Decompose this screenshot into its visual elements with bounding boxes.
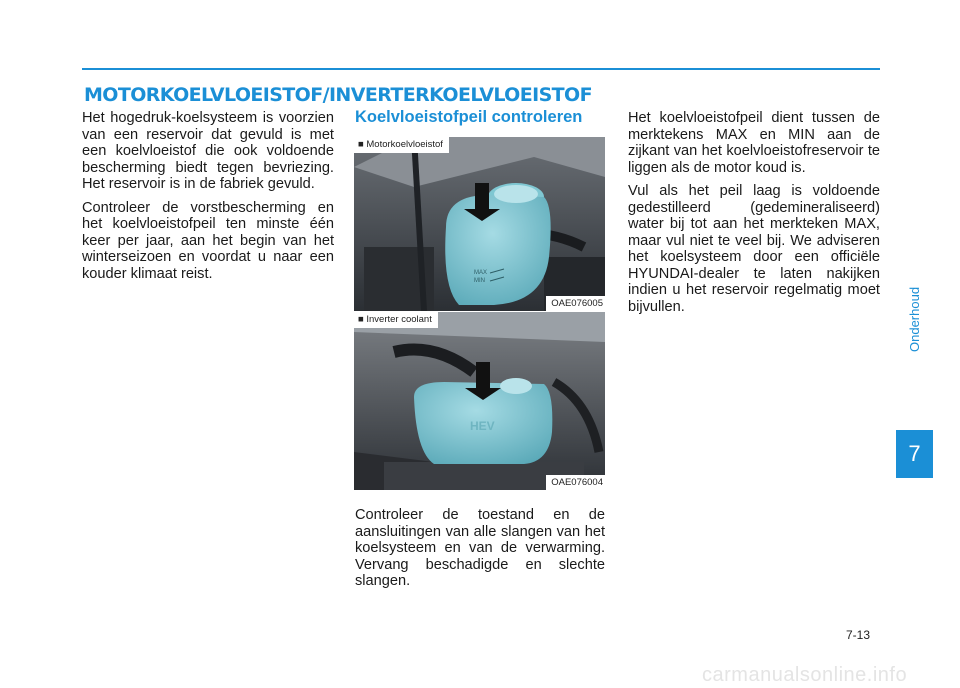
max-mark-label: MAX	[474, 270, 488, 276]
figure-code: OAE076005	[546, 296, 605, 311]
paragraph: Controleer de toestand en de aansluitingen van alle slangen van het koelsysteem en van de verwarming. Vervang beschadigde en slechte slangen.	[355, 507, 605, 589]
section-title: MOTORKOELVLOEISTOF/INVERTERKOELVLOEISTOF	[84, 84, 592, 106]
min-mark-label: MIN	[474, 278, 485, 284]
left-column	[82, 110, 334, 289]
figure-label: ■ Inverter coolant	[354, 312, 438, 328]
right-column	[628, 110, 880, 322]
subsection-title: Koelvloeistofpeil controleren	[355, 108, 583, 126]
paragraph: Het hogedruk-koelsysteem is voorzien van een reservoir dat gevuld is met een koelvloeistof die ook voldoende bescherming biedt tegen bevriezing. Het reservoir is in de fabriek gevuld.	[82, 110, 334, 192]
engine-coolant-photo	[354, 137, 605, 311]
watermark: carmanualsonline.info	[702, 664, 908, 686]
figure-code: OAE076004	[546, 475, 605, 490]
hev-label: HEV	[470, 419, 495, 433]
inverter-coolant-photo	[354, 312, 605, 490]
chapter-tab-label: Onderhoud	[907, 286, 922, 352]
page-number: 7-13	[846, 628, 871, 642]
chapter-number-badge: 7	[896, 430, 933, 478]
header-rule	[82, 68, 880, 70]
middle-column-text	[355, 507, 605, 590]
paragraph: Controleer de vorstbescherming en het koelvloeistofpeil ten minste één keer per jaar, aan het begin van het winterseizoen en voordat u naar een kouder klimaat reist.	[82, 199, 334, 282]
figure-label: ■ Motorkoelvloeistof	[354, 137, 449, 153]
paragraph: Het koelvloeistofpeil dient tussen de merktekens MAX en MIN aan de zijkant van het koelvloeistofreservoir te liggen als de motor koud is.	[628, 110, 880, 176]
paragraph: Vul als het peil laag is voldoende gedestilleerd (gedemineraliseerd) water bij tot aan het merkteken MAX, maar vul niet te veel bij. We adviseren het koelsysteem door een officiële HYUNDAI-dealer te laten nakijken indien u het reservoir regelmatig moet bijvullen.	[628, 183, 880, 315]
